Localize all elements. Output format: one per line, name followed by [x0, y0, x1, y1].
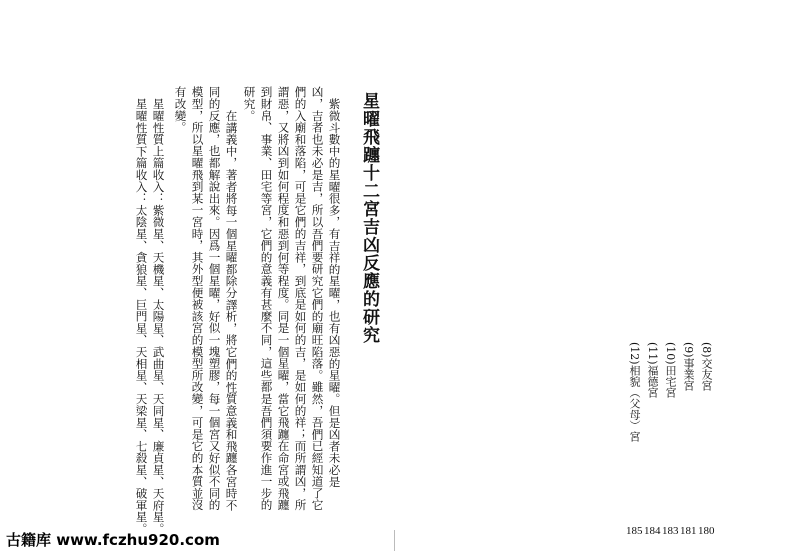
- toc-page-number: 183: [662, 525, 679, 537]
- toc-page-number: 180: [698, 525, 715, 537]
- toc-item: (12)相貌（父母）宮: [628, 342, 641, 442]
- toc-item: (10)田宅宮: [664, 342, 677, 398]
- watermark-footer: [0, 525, 793, 551]
- toc-item: (11)福德宮: [646, 342, 659, 398]
- list-line: 星曜性質下篇收入：太陰星、貪狼星、巨門星、天相星、天梁星、七殺星、破軍星。: [134, 98, 149, 535]
- page-title: 星曜飛躔十二宮吉凶反應的研究: [359, 92, 379, 344]
- body-first-line: 紫微斗數中的星曜很多，有吉祥的星曜，也有凶惡的星曜。但是凶者未必是: [327, 98, 342, 488]
- toc-page-number: 184: [644, 525, 661, 537]
- toc-item: (8)交友宮: [700, 342, 713, 391]
- body-line: 到財帛、事業、田宅等宮，它們的意義有甚麼不同，這些都是吾們須要作進一步的: [259, 86, 274, 511]
- body-line: 凶，吉者也未必是吉，所以吾們要研究它們的廟旺陷落。雖然，吾們已經知道了它: [310, 86, 325, 511]
- watermark-text: 古籍库 www.fczhu920.com: [6, 531, 220, 549]
- body-line: 謂惡，又將凶到如何程度和惡到何等程度。同是一個星曜，當它飛躔在命宮或飛躔: [276, 86, 291, 511]
- body-line: 在講義中，著者將每一個星曜都除分譯析，將它們的性質意義和飛躔各宮時不: [224, 98, 239, 511]
- body-line: 研究。: [242, 86, 257, 122]
- body-line: 有改變。: [173, 86, 188, 134]
- list-line: 星曜性質上篇收入：紫微星、天機星、太陽星、武曲星、天同星、廉貞星、天府星。: [151, 98, 166, 535]
- toc-page-number: 185: [626, 525, 643, 537]
- toc-page-number: 181: [680, 525, 697, 537]
- toc-item: (9)事業宮: [682, 342, 695, 391]
- body-line: 同的反應，也都解說出來。因爲一個星曜，好似一塊塑膠，每一個宮又好似不同的: [207, 86, 222, 511]
- body-line: 們的入廟和落陷，可是它們的吉祥，到底是如何的吉，是如何的祥；而所謂凶，所: [293, 86, 308, 511]
- body-line: 模型，所以星曜飛到某一宮時，其外型便被該宮的模型所改變，可是它的本質並沒: [190, 86, 205, 511]
